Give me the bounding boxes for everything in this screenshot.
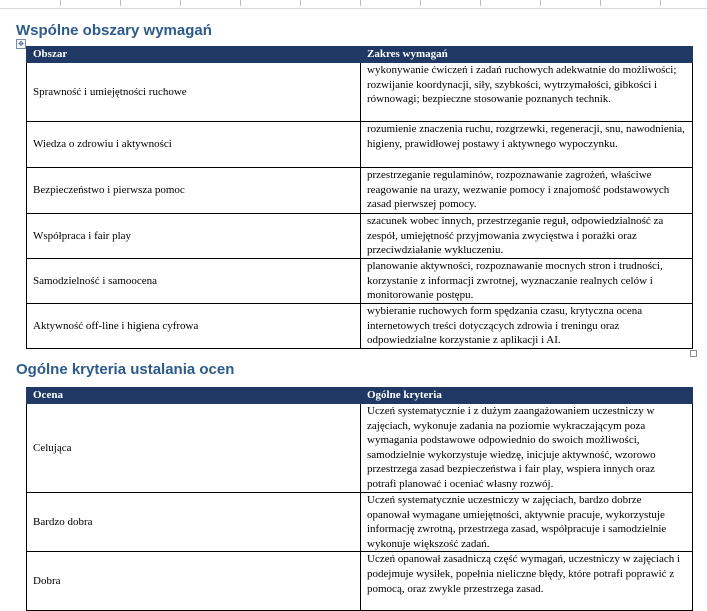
criteria-cell: Uczeń opanował zasadniczą część wymagań, uczestniczy w zajęciach i podejmuje wysiłek, popełnia nieliczne błędy, które potrafi poprawić z pomocą, oraz zwykle przestrzega zasad. xyxy=(361,552,693,611)
column-header-criteria: Ogólne kryteria xyxy=(361,388,693,404)
table-row xyxy=(27,122,693,168)
table-row xyxy=(27,304,693,349)
table-move-handle-icon[interactable]: ✥ xyxy=(16,39,26,49)
column-header-area: Obszar xyxy=(27,47,361,63)
requirements-table xyxy=(26,46,693,349)
area-cell: Bezpieczeństwo i pierwsza pomoc xyxy=(27,168,361,214)
grade-cell: Celująca xyxy=(27,404,361,493)
ruler-tick xyxy=(60,0,61,6)
scope-cell: planowanie aktywności, rozpoznawanie mocnych stron i trudności, korzystanie z informacji zwrotnej, wyznaczanie realnych celów i monitorowanie postępu. xyxy=(361,259,693,304)
scope-cell: wybieranie ruchowych form spędzania czasu, krytyczna ocena internetowych treści dotyczących zdrowia i treningu oraz odpowiedzialne korzystanie z aplikacji i AI. xyxy=(361,304,693,349)
table-row xyxy=(27,493,693,552)
ruler-tick xyxy=(360,0,361,6)
area-cell: Aktywność off-line i higiena cyfrowa xyxy=(27,304,361,349)
area-cell: Sprawność i umiejętności ruchowe xyxy=(27,63,361,122)
grade-cell: Dobra xyxy=(27,552,361,611)
section-heading-requirements: Wspólne obszary wymagań xyxy=(16,22,212,39)
scope-cell: przestrzeganie regulaminów, rozpoznawanie zagrożeń, właściwe reagowanie na urazy, wezwanie pomocy i znajomość podstawowych zasad pierwszej pomocy. xyxy=(361,168,693,214)
table-row xyxy=(27,552,693,611)
criteria-table xyxy=(26,387,693,611)
ruler-tick xyxy=(180,0,181,6)
table-row xyxy=(27,168,693,214)
table-row xyxy=(27,214,693,259)
ruler-tick xyxy=(660,0,661,6)
table-resize-handle[interactable] xyxy=(690,350,697,357)
table-header-row xyxy=(27,388,693,404)
ruler-tick xyxy=(480,0,481,6)
scope-cell: szacunek wobec innych, przestrzeganie reguł, odpowiedzialność za zespół, umiejętność przyjmowania zwycięstwa i porażki oraz przeciwdziałanie wykluczeniu. xyxy=(361,214,693,259)
area-cell: Współpraca i fair play xyxy=(27,214,361,259)
scope-cell: rozumienie znaczenia ruchu, rozgrzewki, regeneracji, snu, nawodnienia, higieny, prawidłowej postawy i aktywnego wypoczynku. xyxy=(361,122,693,168)
criteria-cell: Uczeń systematycznie uczestniczy w zajęciach, bardzo dobrze opanował wymagane umiejętności, aktywnie pracuje, wykorzystuje informację zwrotną, przestrzega zasad, współpracuje i samodzielnie wykonuje większość zadań. xyxy=(361,493,693,552)
table-row xyxy=(27,259,693,304)
ruler-tick xyxy=(540,0,541,6)
area-cell: Wiedza o zdrowiu i aktywności xyxy=(27,122,361,168)
grade-cell: Bardzo dobra xyxy=(27,493,361,552)
ruler-tick xyxy=(420,0,421,6)
ruler-tick xyxy=(240,0,241,6)
table-row xyxy=(27,404,693,493)
criteria-cell: Uczeń systematycznie i z dużym zaangażowaniem uczestniczy w zajęciach, wykonuje zadania na poziomie wykraczającym poza wymagania podstawowe odpowiednio do swoich możliwości, samodzielnie wykorzystuje wiedzę, inicjuje aktywność, wzorowo przestrzega zasad bezpieczeństwa i fair play, wspiera innych oraz potrafi planować i oceniać własny rozwój. xyxy=(361,404,693,493)
column-header-grade: Ocena xyxy=(27,388,361,404)
table-header-row xyxy=(27,47,693,63)
scope-cell: wykonywanie ćwiczeń i zadań ruchowych adekwatnie do możliwości; rozwijanie koordynacji, siły, szybkości, wytrzymałości, gibkości i równowagi; bezpieczne stosowanie poznanych technik. xyxy=(361,63,693,122)
area-cell: Samodzielność i samoocena xyxy=(27,259,361,304)
column-header-scope: Zakres wymagań xyxy=(361,47,693,63)
section-heading-criteria: Ogólne kryteria ustalania ocen xyxy=(16,361,235,378)
table-row xyxy=(27,63,693,122)
ruler-tick xyxy=(600,0,601,6)
ruler-tick xyxy=(300,0,301,6)
ruler xyxy=(0,0,707,9)
ruler-tick xyxy=(120,0,121,6)
